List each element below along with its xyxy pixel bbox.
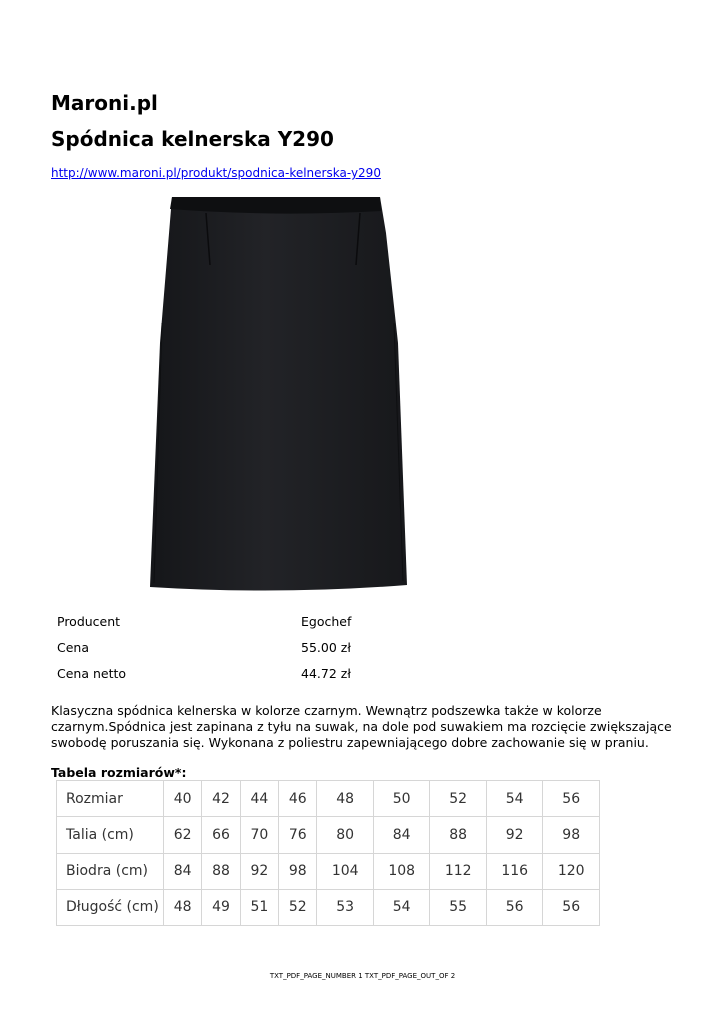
size-cell: 112 <box>430 853 487 889</box>
detail-label: Cena <box>57 639 90 655</box>
detail-row <box>51 660 357 686</box>
product-link[interactable]: http://www.maroni.pl/produkt/spodnica-kelnerska-y290 <box>51 166 381 180</box>
size-cell: 44 <box>240 781 278 817</box>
size-cell: 76 <box>279 817 317 853</box>
size-cell: 70 <box>240 817 278 853</box>
detail-label: Cena netto <box>57 665 127 681</box>
size-cell: 56 <box>486 889 543 925</box>
product-image <box>148 193 410 595</box>
size-cell: 116 <box>486 853 543 889</box>
detail-value: 44.72 zł <box>301 665 351 681</box>
size-cell: 50 <box>373 781 430 817</box>
size-cell: 54 <box>373 889 430 925</box>
size-row <box>57 853 600 889</box>
size-cell: 98 <box>543 817 600 853</box>
product-description: Klasyczna spódnica kelnerska w kolorze czarnym. Wewnątrz podszewka także w kolorze czarnym.Spódnica jest zapinana z tyłu na suwak, na dole pod suwakiem ma rozcięcie zwiększające swobodę poruszania się. Wykonana z poliestru zapewniającego dobre zachowanie się w praniu. <box>51 703 672 750</box>
size-cell: 56 <box>543 889 600 925</box>
size-cell: 48 <box>317 781 374 817</box>
size-cell: 88 <box>430 817 487 853</box>
size-row-label: Rozmiar <box>57 781 164 817</box>
size-cell: 49 <box>202 889 240 925</box>
size-cell: 98 <box>279 853 317 889</box>
detail-value: 55.00 zł <box>301 639 351 655</box>
size-cell: 53 <box>317 889 374 925</box>
size-cell: 108 <box>373 853 430 889</box>
size-row-label: Długość (cm) <box>57 889 164 925</box>
detail-row <box>51 608 357 634</box>
size-cell: 52 <box>279 889 317 925</box>
size-cell: 48 <box>164 889 202 925</box>
size-cell: 51 <box>240 889 278 925</box>
size-cell: 80 <box>317 817 374 853</box>
size-cell: 46 <box>279 781 317 817</box>
size-row <box>57 817 600 853</box>
size-cell: 88 <box>202 853 240 889</box>
skirt-body <box>150 197 407 591</box>
size-cell: 84 <box>373 817 430 853</box>
size-cell: 92 <box>240 853 278 889</box>
detail-row <box>51 634 357 660</box>
site-name: Maroni.pl <box>51 91 158 115</box>
size-cell: 104 <box>317 853 374 889</box>
size-cell: 84 <box>164 853 202 889</box>
size-cell: 66 <box>202 817 240 853</box>
size-row-label: Biodra (cm) <box>57 853 164 889</box>
page-footer: TXT_PDF_PAGE_NUMBER 1 TXT_PDF_PAGE_OUT_OF 2 <box>269 972 456 980</box>
size-cell: 56 <box>543 781 600 817</box>
size-row <box>57 781 600 817</box>
size-row-label: Talia (cm) <box>57 817 164 853</box>
size-table <box>56 780 600 926</box>
size-cell: 52 <box>430 781 487 817</box>
size-cell: 62 <box>164 817 202 853</box>
size-cell: 42 <box>202 781 240 817</box>
size-cell: 92 <box>486 817 543 853</box>
size-row <box>57 889 600 925</box>
detail-value: Egochef <box>301 613 352 629</box>
size-table-heading: Tabela rozmiarów*: <box>51 765 187 780</box>
product-title: Spódnica kelnerska Y290 <box>51 127 334 151</box>
size-cell: 40 <box>164 781 202 817</box>
size-cell: 120 <box>543 853 600 889</box>
size-cell: 55 <box>430 889 487 925</box>
size-cell: 54 <box>486 781 543 817</box>
product-details <box>51 608 357 686</box>
detail-label: Producent <box>57 613 121 629</box>
